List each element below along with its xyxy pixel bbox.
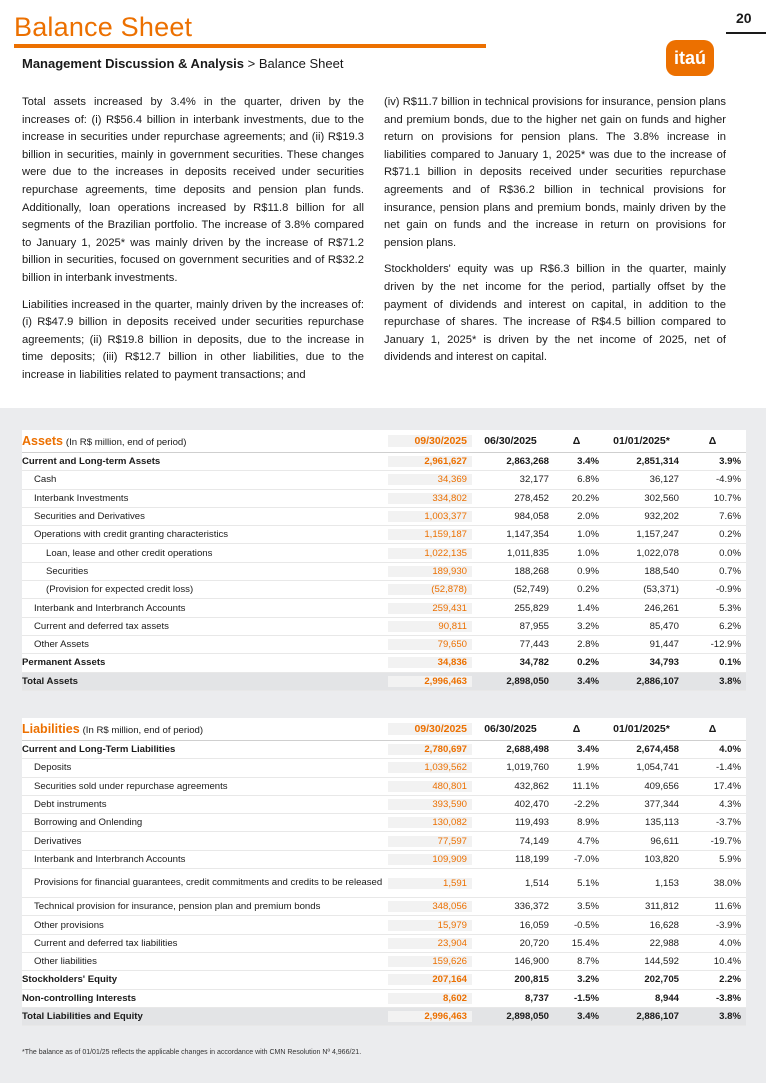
- liabilities-title: Liabilities: [22, 722, 80, 736]
- row-label: Non-controlling Interests: [22, 992, 137, 1004]
- table-row: [22, 636, 746, 654]
- row-value: 3.4%: [577, 456, 599, 468]
- row-label: Other Assets: [34, 639, 89, 651]
- table-row: [22, 916, 746, 934]
- row-label: Permanent Assets: [22, 657, 106, 669]
- row-value: 2,674,458: [636, 744, 679, 756]
- row-value: -19.7%: [710, 835, 741, 847]
- liabilities-subtitle: (In R$ million, end of period): [82, 725, 204, 736]
- row-label: (Provision for expected credit loss): [46, 584, 194, 596]
- row-value: 1,147,354: [506, 529, 549, 541]
- row-value: 3.5%: [577, 901, 599, 913]
- row-value: 1,039,562: [388, 762, 472, 773]
- breadcrumb-section: Management Discussion & Analysis: [22, 56, 245, 71]
- row-value: 5.1%: [577, 877, 599, 889]
- table-row: [22, 471, 746, 489]
- table-row: [22, 935, 746, 953]
- row-value: 2,886,107: [636, 675, 679, 687]
- row-value: 91,447: [649, 639, 679, 651]
- body-text-right-column: [384, 94, 726, 376]
- row-value: -3.8%: [715, 992, 741, 1004]
- liabilities-table-header: [22, 718, 746, 741]
- table-row: [22, 654, 746, 672]
- row-value: 1,159,187: [388, 529, 472, 540]
- row-value: 348,056: [388, 901, 472, 912]
- row-value: 8.7%: [577, 956, 599, 968]
- table-row: [22, 796, 746, 814]
- row-value: 409,656: [644, 780, 679, 792]
- row-value: 432,862: [514, 780, 549, 792]
- table-row: [22, 1008, 746, 1026]
- row-value: 1,514: [524, 877, 549, 889]
- row-value: -0.9%: [715, 584, 741, 596]
- row-value: 2.0%: [577, 511, 599, 523]
- row-value: 17.4%: [713, 780, 741, 792]
- table-row: [22, 990, 746, 1008]
- column-header: Δ: [708, 435, 717, 447]
- table-row: [22, 778, 746, 796]
- row-label: Current and deferred tax assets: [34, 620, 169, 632]
- row-value: 3.2%: [577, 974, 599, 986]
- row-label: Cash: [34, 474, 57, 486]
- row-value: 377,344: [644, 799, 679, 811]
- row-value: 2,996,463: [388, 676, 472, 687]
- table-row: [22, 490, 746, 508]
- row-value: -0.5%: [573, 919, 599, 931]
- breadcrumb-separator: >: [247, 56, 256, 71]
- row-value: 1,011,835: [507, 547, 549, 559]
- itau-logo: itaú: [666, 40, 714, 76]
- row-value: 0.2%: [719, 529, 741, 541]
- row-value: 0.2%: [577, 584, 599, 596]
- row-label: Deposits: [34, 762, 72, 774]
- row-value: 77,443: [519, 639, 549, 651]
- row-value: 200,815: [514, 974, 549, 986]
- row-value: 202,705: [644, 974, 679, 986]
- row-value: 85,470: [649, 620, 679, 632]
- row-value: 87,955: [519, 620, 549, 632]
- table-row: [22, 526, 746, 544]
- row-value: 189,930: [388, 566, 472, 577]
- row-value: (52,749): [513, 584, 549, 596]
- row-value: 0.0%: [719, 547, 741, 559]
- row-value: 1,157,247: [636, 529, 679, 541]
- row-value: 3.2%: [577, 620, 599, 632]
- row-value: 1,591: [388, 878, 472, 889]
- row-value: 2.2%: [719, 974, 741, 986]
- table-row: [22, 453, 746, 471]
- row-value: 23,904: [388, 938, 472, 949]
- row-value: 3.9%: [719, 456, 741, 468]
- body-text-left-column: [22, 94, 364, 394]
- row-value: 5.3%: [719, 602, 741, 614]
- row-value: 34,793: [649, 657, 679, 669]
- row-value: 2.8%: [577, 639, 599, 651]
- row-value: 144,592: [644, 956, 679, 968]
- row-value: 1,019,760: [506, 762, 549, 774]
- row-value: 402,470: [514, 799, 549, 811]
- row-value: -3.9%: [715, 919, 741, 931]
- row-value: 34,369: [388, 474, 472, 485]
- paragraph: Stockholders' equity was up R$6.3 billion in the quarter, mainly driven by the net income for the period, partially offset by the payment of dividends and interest on capital, in addition to the repurchase of shares. The increase of R$4.5 billion compared to January 1, 2025* is driven by the net income of 2025, net of dividends and interest on capital.: [384, 263, 726, 364]
- row-value: 10.4%: [713, 956, 741, 968]
- column-header: 06/30/2025: [484, 435, 537, 447]
- row-value: 2,898,050: [506, 675, 549, 687]
- row-value: 8,737: [524, 992, 549, 1004]
- liabilities-table: [22, 718, 746, 1026]
- row-value: 15.4%: [571, 937, 599, 949]
- table-row: [22, 599, 746, 617]
- paragraph: Total assets increased by 3.4% in the quarter, driven by the increases of: (i) R$56.4 billion in interbank investments, due to the increase in securities under repurchase agreements; and (ii) R$19.3 billion in securities, mainly in government securities. These changes were due to the increases in deposits received under securities repurchase agreements, time deposits and pension plan funds. Additionally, loan operations increased by R$11.8 billion for all segments of the Brazilian portfolio. The increase of 3.8% compared to January 1, 2025* was mainly driven by the increase of R$71.2 billion in securities, focused on government securities and of R$32.2 billion in interbank investments.: [22, 96, 364, 284]
- row-value: -3.7%: [715, 817, 741, 829]
- row-value: 255,829: [514, 602, 549, 614]
- row-value: 16,059: [519, 919, 549, 931]
- row-value: 1.9%: [577, 762, 599, 774]
- row-value: 11.6%: [714, 901, 741, 913]
- row-label: Stockholders' Equity: [22, 974, 118, 986]
- assets-table: [22, 430, 746, 691]
- title-underline: [14, 44, 486, 48]
- row-label: Interbank and Interbranch Accounts: [34, 602, 186, 614]
- breadcrumb-page: Balance Sheet: [258, 56, 344, 71]
- column-header: 01/01/2025*: [613, 435, 670, 447]
- row-value: 480,801: [388, 781, 472, 792]
- row-value: 130,082: [388, 817, 472, 828]
- row-value: 1,022,135: [388, 548, 472, 559]
- liabilities-table-title: [22, 722, 388, 736]
- assets-table-header: [22, 430, 746, 453]
- row-value: -2.2%: [573, 799, 599, 811]
- row-value: 8,944: [654, 992, 679, 1004]
- row-value: 4.3%: [719, 799, 741, 811]
- row-label: Debt instruments: [34, 799, 107, 811]
- row-value: 119,493: [515, 817, 549, 829]
- row-value: 3.8%: [719, 675, 741, 687]
- row-value: -12.9%: [710, 639, 741, 651]
- row-value: -1.5%: [573, 992, 599, 1004]
- column-header: 09/30/2025: [388, 435, 472, 447]
- row-value: 2,996,463: [388, 1011, 472, 1022]
- row-value: 16,628: [649, 919, 679, 931]
- row-value: 4.0%: [719, 744, 741, 756]
- row-value: (52,878): [388, 584, 472, 595]
- row-value: 1.0%: [577, 529, 599, 541]
- row-label: Current and deferred tax liabilities: [34, 937, 178, 949]
- row-value: -1.4%: [715, 762, 741, 774]
- table-row: [22, 953, 746, 971]
- table-row: [22, 673, 746, 691]
- table-row: [22, 544, 746, 562]
- row-value: 20.2%: [571, 492, 599, 504]
- row-value: 34,836: [388, 657, 472, 668]
- row-value: 932,202: [644, 511, 679, 523]
- breadcrumb: [22, 56, 343, 71]
- row-value: 302,560: [644, 492, 679, 504]
- row-value: 188,268: [514, 565, 549, 577]
- row-value: 7.6%: [719, 511, 741, 523]
- table-row: [22, 741, 746, 759]
- row-value: 79,650: [388, 639, 472, 650]
- row-value: 135,113: [645, 817, 679, 829]
- row-value: 20,720: [519, 937, 549, 949]
- column-header: 01/01/2025*: [613, 723, 670, 735]
- row-value: 2,863,268: [506, 456, 549, 468]
- row-value: 32,177: [519, 474, 549, 486]
- row-value: 278,452: [514, 492, 549, 504]
- row-label: Securities and Derivatives: [34, 511, 145, 523]
- row-value: 207,164: [388, 974, 472, 985]
- row-value: 10.7%: [713, 492, 741, 504]
- row-value: 11.1%: [572, 780, 599, 792]
- row-value: 103,820: [644, 853, 679, 865]
- row-value: 15,979: [388, 920, 472, 931]
- page-number: 20: [736, 10, 752, 26]
- row-value: -4.9%: [715, 474, 741, 486]
- row-value: 146,900: [514, 956, 549, 968]
- row-value: 8.9%: [577, 817, 599, 829]
- assets-subtitle: (In R$ million, end of period): [65, 437, 187, 448]
- row-value: (53,371): [643, 584, 679, 596]
- row-label: Current and Long-Term Liabilities: [22, 744, 176, 756]
- column-header: 06/30/2025: [484, 723, 537, 735]
- row-value: 0.9%: [577, 565, 599, 577]
- column-header: Δ: [572, 723, 581, 735]
- row-value: 2,780,697: [388, 744, 472, 755]
- paragraph: (iv) R$11.7 billion in technical provisions for insurance, pension plans and premium bonds, due to the higher net gain on funds and higher return on provisions for pension plans. The 3.8% increase in liabilities compared to January 1, 2025* was due to the increase of R$71.1 billion in deposits received under securities repurchase agreements and of R$36.2 billion in technical provisions for insurance, pension plans and premium bonds, mainly driven by the net gain on funds and the increase in return on provisions for pension plans.: [384, 96, 726, 249]
- row-value: 259,431: [388, 603, 472, 614]
- row-value: 3.4%: [577, 1011, 599, 1022]
- table-row: [22, 759, 746, 777]
- row-label: Derivatives: [34, 835, 82, 847]
- paragraph: Liabilities increased in the quarter, mainly driven by the increases of: (i) R$47.9 billion in deposits received under securities repurchase agreements; (ii) R$19.8 billion in deposits, due to the increase in time deposits; (iii) R$12.7 billion in other liabilities, due to the increase in liabilities related to payment transactions; and: [22, 298, 364, 381]
- row-value: 96,611: [650, 835, 679, 847]
- row-value: 8,602: [388, 993, 472, 1004]
- row-value: 2,688,498: [506, 744, 549, 756]
- row-value: 0.2%: [577, 657, 599, 669]
- row-value: 36,127: [649, 474, 679, 486]
- footnote: *The balance as of 01/01/25 reflects the applicable changes in accordance with CMN Resolution Nº 4,966/21.: [22, 1049, 362, 1056]
- row-value: 2,898,050: [506, 1011, 549, 1022]
- row-value: 188,540: [644, 565, 679, 577]
- table-row: [22, 971, 746, 989]
- row-value: 2,851,314: [636, 456, 679, 468]
- table-row: [22, 851, 746, 869]
- row-value: 4.7%: [577, 835, 599, 847]
- row-value: 393,590: [388, 799, 472, 810]
- row-value: 77,597: [388, 836, 472, 847]
- row-label: Loan, lease and other credit operations: [46, 547, 213, 559]
- row-label: Interbank and Interbranch Accounts: [34, 853, 186, 865]
- column-header: Δ: [572, 435, 581, 447]
- row-value: 246,261: [644, 602, 679, 614]
- row-value: 109,909: [388, 854, 472, 865]
- table-row: [22, 563, 746, 581]
- row-value: 336,372: [514, 901, 549, 913]
- row-label: Interbank Investments: [34, 492, 129, 504]
- row-value: 159,626: [388, 956, 472, 967]
- row-value: 311,812: [645, 901, 679, 913]
- page-number-rule: [726, 32, 766, 34]
- table-row: [22, 832, 746, 850]
- row-label: Borrowing and Onlending: [34, 817, 143, 829]
- row-value: 3.4%: [577, 744, 599, 756]
- row-label: Securities: [46, 565, 89, 577]
- row-label: Operations with credit granting characteristics: [34, 529, 229, 541]
- row-value: 34,782: [519, 657, 549, 669]
- row-value: 6.8%: [577, 474, 599, 486]
- row-value: 1,153: [654, 877, 679, 889]
- table-row: [22, 581, 746, 599]
- page-title: Balance Sheet: [14, 12, 193, 42]
- row-value: -7.0%: [573, 853, 599, 865]
- row-label: Total Liabilities and Equity: [22, 1011, 143, 1022]
- row-value: 22,988: [649, 937, 679, 949]
- row-value: 6.2%: [719, 620, 741, 632]
- table-row: [22, 618, 746, 636]
- table-row: [22, 508, 746, 526]
- table-row: [22, 814, 746, 832]
- row-label: Technical provision for insurance, pension plan and premium bonds: [34, 901, 321, 913]
- row-value: 5.9%: [719, 853, 741, 865]
- row-value: 1.4%: [577, 602, 599, 614]
- row-label: Other provisions: [34, 919, 104, 931]
- row-value: 1.0%: [577, 547, 599, 559]
- row-value: 118,199: [515, 853, 549, 865]
- column-header: 09/30/2025: [388, 723, 472, 735]
- column-header: Δ: [708, 723, 717, 735]
- row-value: 74,149: [519, 835, 549, 847]
- row-label: Other liabilities: [34, 956, 97, 968]
- row-label: Current and Long-term Assets: [22, 456, 161, 468]
- assets-table-title: [22, 434, 388, 448]
- row-value: 334,802: [388, 493, 472, 504]
- row-label: Total Assets: [22, 675, 78, 687]
- table-row: [22, 869, 746, 898]
- row-value: 0.1%: [719, 657, 741, 669]
- row-value: 2,886,107: [636, 1011, 679, 1022]
- row-label: Securities sold under repurchase agreements: [34, 780, 228, 792]
- row-label: Provisions for financial guarantees, credit commitments and credits to be released: [34, 877, 383, 889]
- row-value: 1,003,377: [388, 511, 472, 522]
- row-value: 1,022,078: [636, 547, 679, 559]
- row-value: 2,961,627: [388, 456, 472, 467]
- row-value: 38.0%: [713, 877, 741, 889]
- table-row: [22, 898, 746, 916]
- row-value: 984,058: [514, 511, 549, 523]
- row-value: 3.4%: [577, 675, 599, 687]
- row-value: 3.8%: [719, 1011, 741, 1022]
- row-value: 4.0%: [719, 937, 741, 949]
- row-value: 90,811: [388, 621, 472, 632]
- row-value: 1,054,741: [636, 762, 679, 774]
- row-value: 0.7%: [719, 565, 741, 577]
- assets-title: Assets: [22, 434, 63, 448]
